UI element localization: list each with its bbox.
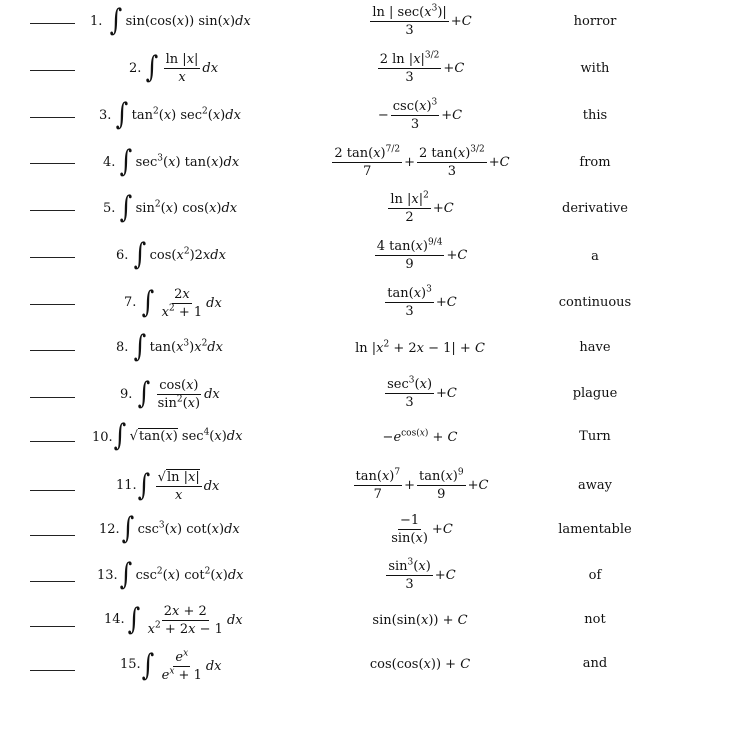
word-1: horror [573,14,617,29]
word-11: away [578,478,612,493]
answer-blank-10[interactable] [30,441,75,442]
word-14: not [584,612,606,627]
integral-9: ∫ $\frac{\cos(x)}{\sin^2(x)}$ dx [137,376,220,411]
problem-number-9: 9. [120,387,133,402]
problem-number-15: 15. [120,657,141,672]
answer-blank-12[interactable] [30,535,75,536]
problem-number-5: 5. [103,201,116,216]
answer-choice-12: $\frac{-1}{\sin(x)}$ +C [391,512,453,546]
problem-number-12: 12. [99,522,120,537]
answer-blank-9[interactable] [30,397,75,398]
word-13: of [588,568,602,583]
problem-number-13: 13. [97,568,118,583]
integral-5: ∫ $\sin^2(x)$ cos(x)dx [119,190,238,225]
problem-number-8: 8. [116,340,129,355]
problem-number-3: 3. [99,108,112,123]
problem-number-1: 1. [90,14,103,29]
word-9: plague [572,386,618,401]
word-8: have [579,340,611,355]
integral-2: ∫ $\frac{\ln |x|}{x}$ dx [145,50,219,85]
problem-number-10: 10. [92,430,113,445]
integral-10: ∫ √tan(x) $\sec^4(x)dx$ [113,418,243,453]
integral-7: ∫ $\frac{2x}{x^2 + 1}$ dx [141,285,222,320]
answer-choice-5: $\frac{\ln |x|^2}{2}$ +C [390,190,454,225]
problem-number-7: 7. [124,295,137,310]
answer-choice-9: $\frac{\sec^3(x)}{3}$ +C [387,375,457,410]
answer-choice-2: $\frac{2 \ln |x|^{3/2}}{3}$ +C [379,50,465,85]
integral-4: ∫ $\sec^3(x)$ tan(x)dx [119,144,240,179]
answer-blank-2[interactable] [30,70,75,71]
integral-3: ∫ $\tan^2(x)$ $\sec^2(x)dx$ [115,97,241,132]
answer-blank-4[interactable] [30,163,75,164]
answer-blank-15[interactable] [30,670,75,671]
word-6: a [591,249,599,264]
answer-choice-14: sin(sin(x)) + C [372,612,468,628]
answer-choice-15: cos(cos(x)) + C [369,656,471,672]
integral-12: ∫ $\csc^3(x)$ cot(x)dx [121,511,240,546]
word-10: Turn [579,429,611,444]
integral-13: ∫ $\csc^2(x)$ $\cot^2(x)dx$ [119,557,244,592]
answer-blank-14[interactable] [30,626,75,627]
answer-blank-7[interactable] [30,304,75,305]
answer-choice-10: $-e^{cos(x)} + C$ [382,428,458,445]
problem-number-14: 14. [104,612,125,627]
answer-blank-6[interactable] [30,257,75,258]
problem-number-11: 11. [116,478,137,493]
integral-8: ∫ $\tan(x^3)x^2dx$ [133,329,223,364]
answer-choice-11: $\frac{\tan(x)^7}{7}$ + $\frac{\tan(x)^9}{9}$ +C [355,467,489,502]
word-12: lamentable [558,522,632,537]
integral-15: ∫ $\frac{e^x}{e^x + 1}$ dx [141,648,222,683]
integral-14: ∫ $\frac{2x + 2}{x^2 + 2x - 1}$ dx [127,602,243,637]
answer-blank-3[interactable] [30,117,75,118]
word-7: continuous [558,295,632,310]
answer-choice-7: $\frac{\tan(x)^3}{3}$ +C [387,284,457,319]
word-15: and [582,656,608,671]
problem-number-2: 2. [129,61,142,76]
word-3: this [582,108,608,123]
integral-11: ∫ $\frac{√\ln |x|}{x}$ dx [137,468,220,503]
word-2: with [580,61,610,76]
integral-6: ∫ $\cos(x^2)2xdx$ [133,237,226,272]
integral-1: ∫ sin(cos(x)) sin(x)dx [109,3,251,38]
answer-blank-5[interactable] [30,210,75,211]
answer-blank-11[interactable] [30,490,75,491]
answer-choice-6: $\frac{4 \tan(x)^{9/4}}{9}$ +C [376,237,468,272]
problem-number-6: 6. [116,248,129,263]
answer-blank-13[interactable] [30,581,75,582]
answer-choice-8: $\ln |x^2 + 2x - 1| + C$ [355,339,485,356]
answer-choice-4: $\frac{2 \tan(x)^{7/2}}{7}$ + $\frac{2 \tan(x)^{3/2}}{3}$ +C [334,144,510,179]
answer-blank-1[interactable] [30,23,75,24]
problem-number-4: 4. [103,155,116,170]
word-5: derivative [562,201,628,216]
word-4: from [579,155,611,170]
answer-blank-8[interactable] [30,350,75,351]
answer-choice-3: − $\frac{\csc(x)^3}{3}$ +C [377,97,463,132]
answer-choice-13: $\frac{\sin^3(x)}{3}$ +C [388,557,456,592]
answer-choice-1: $\frac{\ln | \sec(x^3)|}{3}$ +C [372,3,472,38]
